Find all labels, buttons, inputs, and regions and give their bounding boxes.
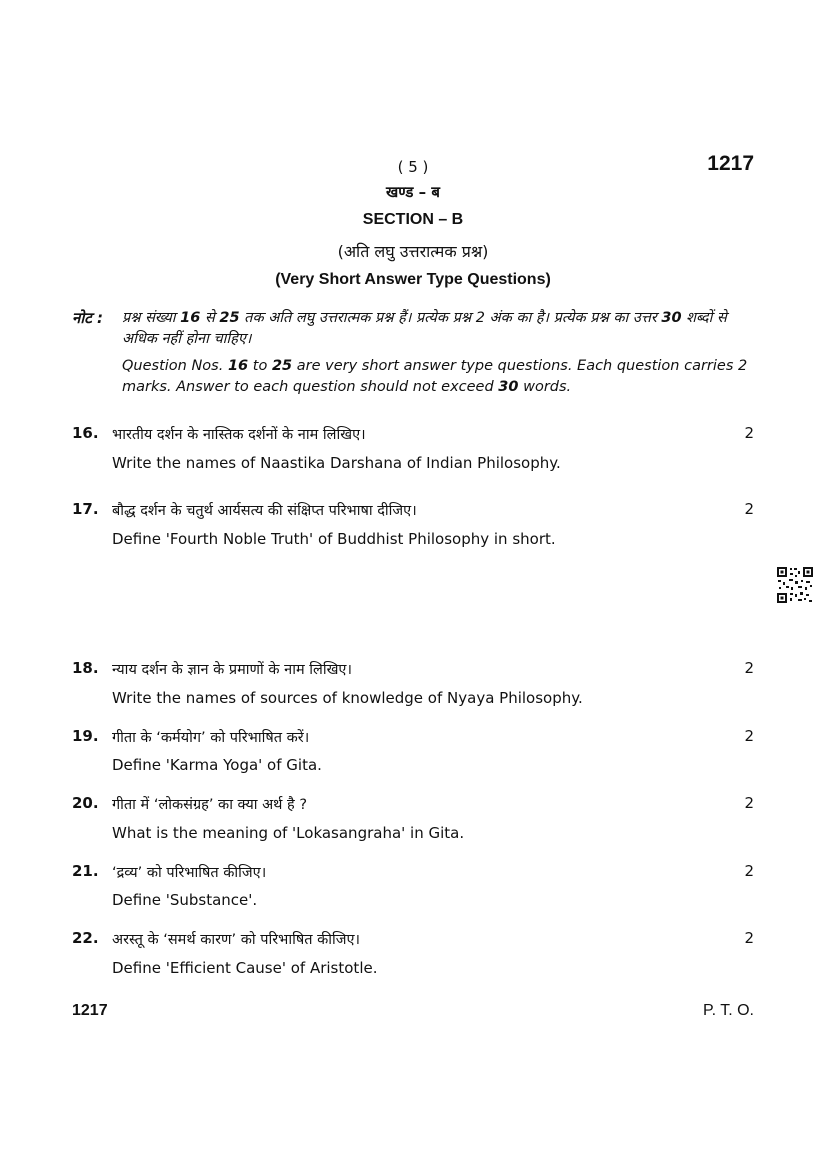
note-label: नोट :: [72, 309, 103, 327]
question-marks: 2: [744, 727, 754, 745]
question-text-hindi: बौद्ध दर्शन के चतुर्थ आर्यसत्य की संक्षिप्त परिभाषा दीजिए।: [112, 503, 417, 519]
question-type-hindi: (अति लघु उत्तरात्मक प्रश्न): [337, 242, 489, 261]
question-text-hindi: न्याय दर्शन के ज्ञान के प्रमाणों के नाम लिखिए।: [112, 662, 352, 678]
question-type-english: (Very Short Answer Type Questions): [275, 271, 551, 288]
question-text-hindi: गीता में ‘लोकसंग्रह’ का क्या अर्थ है ?: [112, 797, 308, 813]
note-english: Question Nos. 16 to 25 are very short answer type questions. Each question carries 2 marks. Answer to each question should not exceed 30 words.: [122, 358, 748, 395]
question-marks: 2: [744, 929, 754, 947]
qr-code-icon: [776, 566, 814, 604]
question-text-english: Write the names of Naastika Darshana of Indian Philosophy.: [112, 454, 561, 472]
question-number: 20.: [72, 794, 99, 812]
please-turn-over: P. T. O.: [703, 1002, 754, 1019]
question-number: 21.: [72, 862, 99, 880]
note-hindi: प्रश्न संख्या 16 से 25 तक अति लघु उत्तरात्मक प्रश्न हैं। प्रत्येक प्रश्न 2 अंक का है। प्रत्येक प्रश्न का उत्तर 30 शब्दों से अधिक नहीं होना चाहिए।: [122, 310, 727, 347]
question-number: 16.: [72, 424, 99, 442]
question-number: 18.: [72, 659, 99, 677]
question-text-hindi: भारतीय दर्शन के नास्तिक दर्शनों के नाम लिखिए।: [112, 427, 366, 443]
footer-paper-code: 1217: [72, 1002, 108, 1019]
section-heading: SECTION – B: [362, 211, 464, 228]
question-number: 19.: [72, 727, 99, 745]
question-text-english: Define 'Substance'.: [112, 891, 258, 909]
question-marks: 2: [744, 794, 754, 812]
question-number: 22.: [72, 929, 99, 947]
question-marks: 2: [744, 500, 754, 518]
paper-code: 1217: [707, 152, 754, 175]
page-number: ( 5 ): [397, 158, 429, 176]
question-marks: 2: [744, 659, 754, 677]
question-marks: 2: [744, 862, 754, 880]
question-text-hindi: गीता के ‘कर्मयोग’ को परिभाषित करें।: [112, 730, 310, 746]
question-text-english: Define 'Karma Yoga' of Gita.: [112, 756, 322, 774]
question-text-english: Write the names of sources of knowledge of Nyaya Philosophy.: [112, 689, 583, 707]
section-heading-hindi: खण्ड – ब: [386, 183, 440, 201]
question-marks: 2: [744, 424, 754, 442]
question-text-english: Define 'Fourth Noble Truth' of Buddhist Philosophy in short.: [112, 530, 556, 548]
question-text-hindi: ‘द्रव्य’ को परिभाषित कीजिए।: [112, 865, 267, 881]
question-text-english: Define 'Efficient Cause' of Aristotle.: [112, 959, 378, 977]
question-text-english: What is the meaning of 'Lokasangraha' in Gita.: [112, 824, 465, 842]
question-number: 17.: [72, 500, 99, 518]
question-text-hindi: अरस्तू के ‘समर्थ कारण’ को परिभाषित कीजिए।: [112, 932, 361, 948]
